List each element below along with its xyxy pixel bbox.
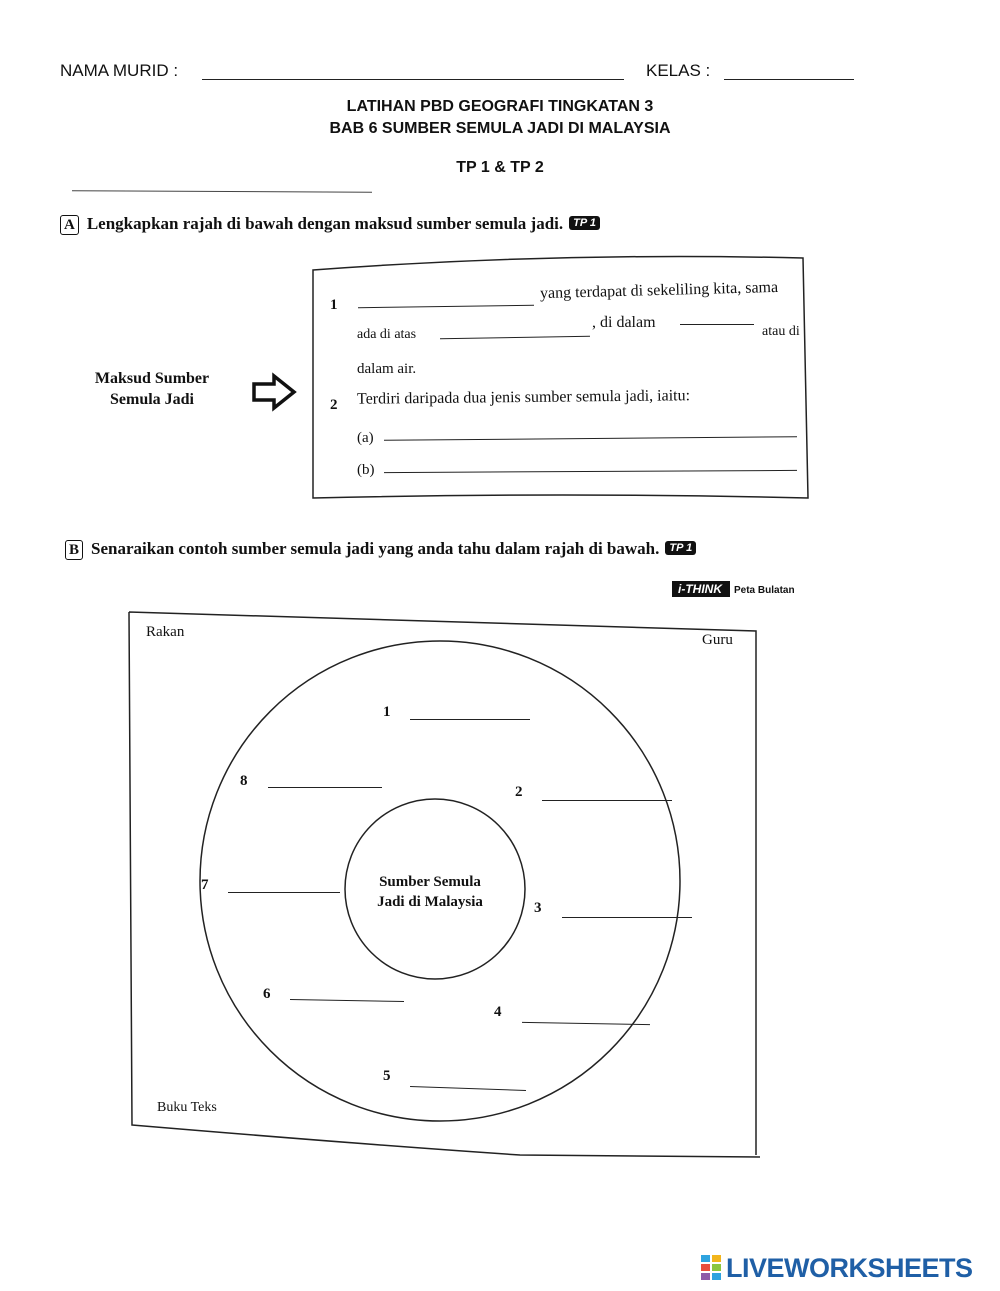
section-b-instruction: B Senaraikan contoh sumber semula jadi yang anda tahu dalam rajah di bawah. TP 1 bbox=[65, 539, 696, 560]
item1-text-b: ada di atas bbox=[357, 327, 417, 342]
map-item-2-number: 2 bbox=[515, 784, 523, 800]
item1-text-a: yang terdapat di sekeliling kita, sama bbox=[539, 278, 779, 303]
map-item-8-number: 8 bbox=[240, 773, 248, 789]
frame-label-guru: Guru bbox=[702, 632, 733, 648]
frame-label-buku-teks: Buku Teks bbox=[157, 1100, 217, 1115]
section-a-tp-badge: TP 1 bbox=[569, 216, 600, 230]
map-item-1-number: 1 bbox=[383, 704, 391, 720]
item2-text: Terdiri daripada dua jenis sumber semula jadi, iaitu: bbox=[356, 387, 691, 408]
worksheet-title-line1: LATIHAN PBD GEOGRAFI TINGKATAN 3 bbox=[346, 98, 654, 115]
map-item-5-number: 5 bbox=[383, 1068, 391, 1084]
center-concept: Sumber Semula Jadi di Malaysia bbox=[377, 874, 483, 910]
worksheet-subtitle: TP 1 & TP 2 bbox=[456, 159, 544, 176]
right-arrow-icon bbox=[250, 372, 300, 412]
map-item-8-field[interactable] bbox=[268, 787, 382, 788]
option-b-label: (b) bbox=[357, 462, 375, 478]
map-item-7-number: 7 bbox=[201, 877, 209, 893]
option-a-label: (a) bbox=[357, 430, 374, 446]
map-item-4-number: 4 bbox=[494, 1004, 502, 1020]
item1-text-d: atau di bbox=[762, 324, 800, 339]
map-item-2-field[interactable] bbox=[542, 800, 672, 801]
liveworksheets-logo-icon bbox=[700, 1253, 724, 1283]
item2-number: 2 bbox=[330, 397, 338, 413]
student-name-label: NAMA MURID : bbox=[60, 61, 179, 80]
map-item-1-field[interactable] bbox=[410, 719, 530, 720]
item1-text-e: dalam air. bbox=[357, 361, 417, 377]
class-field[interactable] bbox=[724, 79, 854, 80]
ithink-logo: i-THINK Peta Bulatan bbox=[672, 580, 795, 598]
student-name-field[interactable] bbox=[202, 79, 624, 80]
section-b-letter: B bbox=[65, 540, 83, 560]
item1-number: 1 bbox=[330, 297, 338, 313]
concept-label: Maksud Sumber Semula Jadi bbox=[94, 370, 210, 408]
scan-rule bbox=[72, 190, 372, 193]
worksheet-title-line2: BAB 6 SUMBER SEMULA JADI DI MALAYSIA bbox=[329, 120, 671, 137]
frame-label-rakan: Rakan bbox=[146, 624, 185, 640]
item1-text-c: , di dalam bbox=[592, 314, 656, 331]
section-a-instruction: A Lengkapkan rajah di bawah dengan maksud sumber semula jadi. TP 1 bbox=[60, 214, 600, 235]
section-b-tp-badge: TP 1 bbox=[665, 541, 696, 555]
item1-answer-field-3[interactable] bbox=[680, 324, 754, 325]
liveworksheets-logo: LIVEWORKSHEETS bbox=[700, 1253, 973, 1284]
map-item-3-field[interactable] bbox=[562, 917, 692, 918]
class-label: KELAS : bbox=[646, 61, 711, 80]
map-item-6-number: 6 bbox=[263, 986, 271, 1002]
section-a-letter: A bbox=[60, 215, 79, 235]
map-item-7-field[interactable] bbox=[228, 892, 340, 893]
map-item-3-number: 3 bbox=[534, 900, 542, 916]
